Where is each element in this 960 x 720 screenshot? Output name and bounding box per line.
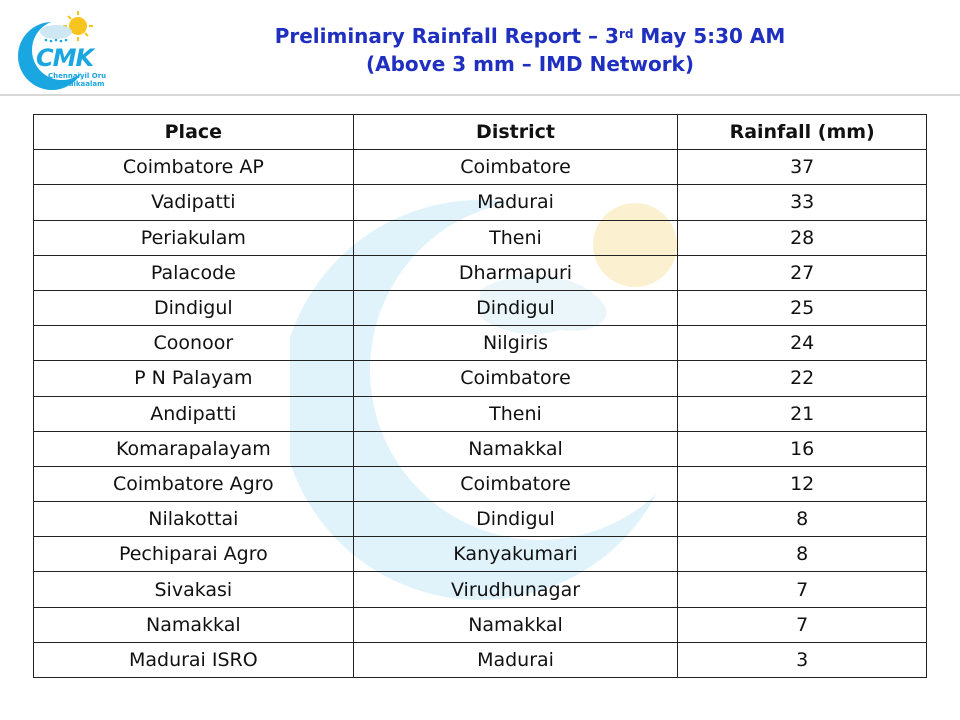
cell-rainfall: 25 bbox=[678, 290, 927, 325]
cell-rainfall: 33 bbox=[678, 185, 927, 220]
table-row bbox=[34, 607, 927, 642]
header-divider bbox=[0, 94, 960, 96]
cell-place: Komarapalayam bbox=[34, 431, 354, 466]
cell-place: Coonoor bbox=[34, 326, 354, 361]
report-title bbox=[110, 22, 950, 78]
cell-district: Dindigul bbox=[353, 290, 678, 325]
table-row bbox=[34, 290, 927, 325]
cell-district: Dindigul bbox=[353, 502, 678, 537]
table-row bbox=[34, 361, 927, 396]
title-superscript: rd bbox=[618, 27, 634, 41]
cell-district: Coimbatore bbox=[353, 150, 678, 185]
cell-rainfall: 7 bbox=[678, 572, 927, 607]
cell-district: Coimbatore bbox=[353, 466, 678, 501]
cell-place: Vadipatti bbox=[34, 185, 354, 220]
cell-place: Dindigul bbox=[34, 290, 354, 325]
cell-place: P N Palayam bbox=[34, 361, 354, 396]
cell-place: Pechiparai Agro bbox=[34, 537, 354, 572]
table-row bbox=[34, 326, 927, 361]
header-district: District bbox=[353, 115, 678, 150]
table-row bbox=[34, 255, 927, 290]
table-row bbox=[34, 396, 927, 431]
cell-place: Periakulam bbox=[34, 220, 354, 255]
table-row bbox=[34, 502, 927, 537]
cell-rainfall: 7 bbox=[678, 607, 927, 642]
title-line-2: (Above 3 mm – IMD Network) bbox=[365, 52, 695, 76]
title-text: Preliminary Rainfall Report – 3 bbox=[274, 24, 619, 48]
cell-rainfall: 22 bbox=[678, 361, 927, 396]
title-time: May 5:30 AM bbox=[633, 24, 786, 48]
cell-place: Palacode bbox=[34, 255, 354, 290]
rainfall-table bbox=[33, 114, 927, 678]
cell-rainfall: 3 bbox=[678, 642, 927, 677]
title-line-1 bbox=[110, 22, 950, 50]
cell-rainfall: 37 bbox=[678, 150, 927, 185]
cell-rainfall: 21 bbox=[678, 396, 927, 431]
table-row bbox=[34, 642, 927, 677]
table-row bbox=[34, 185, 927, 220]
cell-rainfall: 8 bbox=[678, 537, 927, 572]
table-body bbox=[34, 150, 927, 678]
table-row bbox=[34, 466, 927, 501]
cell-district: Namakkal bbox=[353, 607, 678, 642]
cell-place: Coimbatore AP bbox=[34, 150, 354, 185]
cell-place: Nilakottai bbox=[34, 502, 354, 537]
table-row bbox=[34, 431, 927, 466]
cell-district: Virudhunagar bbox=[353, 572, 678, 607]
cell-place: Madurai ISRO bbox=[34, 642, 354, 677]
cell-rainfall: 28 bbox=[678, 220, 927, 255]
cell-district: Coimbatore bbox=[353, 361, 678, 396]
table-row bbox=[34, 537, 927, 572]
cell-rainfall: 24 bbox=[678, 326, 927, 361]
cell-district: Dharmapuri bbox=[353, 255, 678, 290]
logo-wordmark: CMK bbox=[36, 44, 94, 72]
table-header-row bbox=[34, 115, 927, 150]
logo bbox=[8, 8, 107, 100]
cell-district: Nilgiris bbox=[353, 326, 678, 361]
cell-place: Namakkal bbox=[34, 607, 354, 642]
cell-district: Madurai bbox=[353, 642, 678, 677]
header-rainfall: Rainfall (mm) bbox=[678, 115, 927, 150]
cell-rainfall: 8 bbox=[678, 502, 927, 537]
table-row bbox=[34, 220, 927, 255]
table-row bbox=[34, 150, 927, 185]
logo-tagline-1: Chennaiyil Oru bbox=[48, 72, 107, 80]
cell-place: Andipatti bbox=[34, 396, 354, 431]
cell-district: Madurai bbox=[353, 185, 678, 220]
cell-rainfall: 12 bbox=[678, 466, 927, 501]
cell-district: Theni bbox=[353, 220, 678, 255]
cell-place: Sivakasi bbox=[34, 572, 354, 607]
cell-district: Namakkal bbox=[353, 431, 678, 466]
logo-tagline-2: Mazhaikaalam bbox=[48, 80, 105, 88]
cell-rainfall: 16 bbox=[678, 431, 927, 466]
cell-district: Theni bbox=[353, 396, 678, 431]
header-place: Place bbox=[34, 115, 354, 150]
cell-rainfall: 27 bbox=[678, 255, 927, 290]
table-row bbox=[34, 572, 927, 607]
cell-place: Coimbatore Agro bbox=[34, 466, 354, 501]
cell-district: Kanyakumari bbox=[353, 537, 678, 572]
